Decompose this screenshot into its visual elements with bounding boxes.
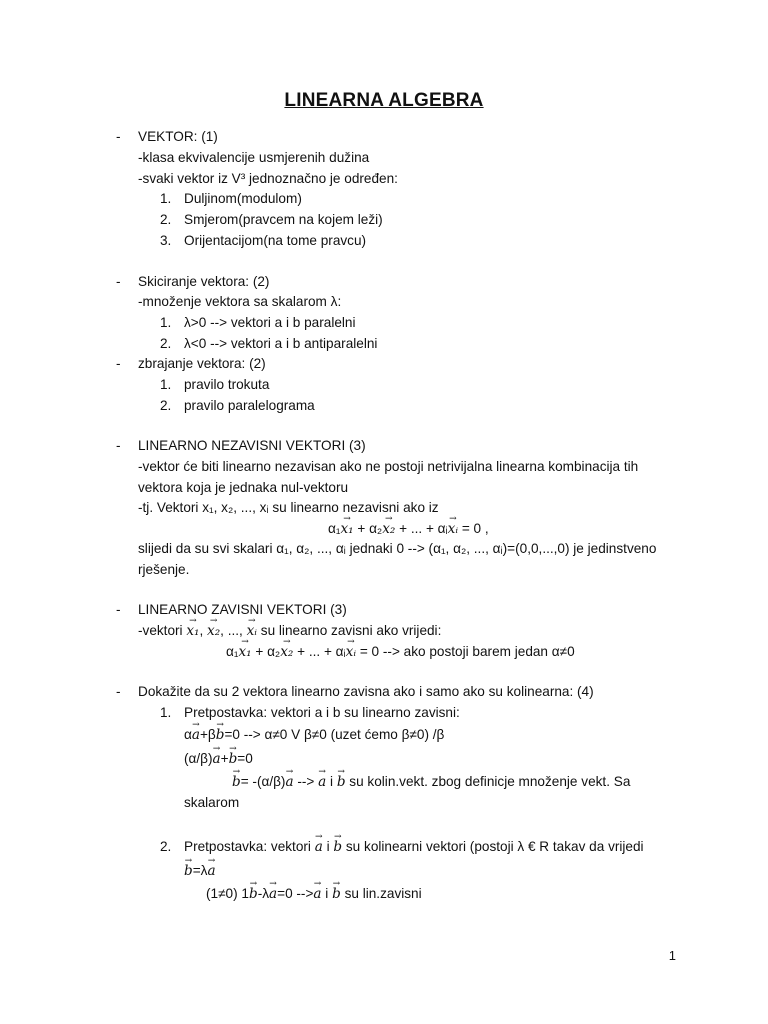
list-item: 3. Orijentacijom(na tome pravcu) [160,233,367,248]
list-item: 2. λ<0 --> vektori a i b antiparalelni [160,336,378,351]
section-heading-vektor: VEKTOR: (1) [138,129,218,144]
text-line: skalarom [184,795,240,810]
list-item: 2. Smjerom(pravcem na kojem leži) [160,212,383,227]
text-line: slijedi da su svi skalari α₁, α₂, ..., αᵢ jednaki 0 --> (α₁, α₂, ..., αᵢ)=(0,0,...,0) je jedinstveno [138,541,657,556]
vector-a: → a [285,773,293,791]
vector-a: → a [269,885,277,903]
page-title: LINEARNA ALGEBRA [284,90,484,111]
equation: α→ a+β→ b=0 --> α≠0 V β≠0 (uzet ćemo β≠0) /β [184,726,444,744]
vector-x1: → x₁ [186,622,199,640]
text-line: -množenje vektora sa skalarom λ: [138,294,342,309]
vector-a: → a [313,885,321,903]
vector-b: → b [229,750,238,768]
equation: (1≠0) 1→ b-λ→ a=0 -->→ a i → b su lin.zavisni [206,885,422,903]
vector-x2: → x₂ [382,520,395,538]
vector-x2: → x₂ [207,622,220,640]
vector-x2: → x₂ [280,643,293,661]
section-heading-dokaz: Dokažite da su 2 vektora linearno zavisna ako i samo ako su kolinearna: (4) [138,684,594,699]
vector-x1: → x₁ [238,643,251,661]
text-line: vektora koja je jednaka nul-vektoru [138,480,349,495]
vector-b: → b [184,862,193,880]
section-heading-zavisni: LINEARNO ZAVISNI VEKTORI (3) [138,602,347,617]
text-line: -vektor će biti linearno nezavisan ako ne postoji netrivijalna linearna kombinacija tih [138,459,639,474]
bullet-dash: - [116,356,121,371]
equation: α₁→ x₁ + α₂→ x₂ + ... + αᵢ→ xᵢ = 0 , [328,520,489,538]
list-item: 1. Duljinom(modulom) [160,191,302,206]
equation: → b=λ→ a [184,862,216,880]
vector-a: → a [318,773,326,791]
text-line: -klasa ekvivalencije usmjerenih dužina [138,150,370,165]
vector-xi: → xᵢ [448,520,458,538]
vector-b: → b [337,773,346,791]
section-heading-skiciranje: Skiciranje vektora: (2) [138,274,270,289]
text-line: -vektori → x₁, → x₂, ..., → xᵢ su linearno zavisni ako vrijedi: [138,622,441,640]
text-line: rješenje. [138,562,190,577]
text-line: -tj. Vektori x₁, x₂, ..., xᵢ su linearno nezavisni ako iz [138,500,439,515]
vector-a: → a [207,862,215,880]
equation: α₁→ x₁ + α₂→ x₂ + ... + αᵢ→ xᵢ = 0 --> ako postoji barem jedan α≠0 [226,643,575,661]
bullet-dash: - [116,129,121,144]
vector-x1: → x₁ [340,520,353,538]
vector-b: → b [216,726,225,744]
list-item: 2. pravilo paralelograma [160,398,315,413]
equation: (α/β)→ a+→ b=0 [184,750,253,768]
vector-xi: → xᵢ [346,643,356,661]
vector-b: → b [232,773,241,791]
section-heading-zbrajanje: zbrajanje vektora: (2) [138,356,266,371]
text-line: -svaki vektor iz V³ jednoznačno je određen: [138,171,398,186]
list-item: 1. Pretpostavka: vektori a i b su linearno zavisni: [160,705,460,720]
bullet-dash: - [116,438,121,453]
vector-a: → a [192,726,200,744]
bullet-dash: - [116,602,121,617]
bullet-dash: - [116,684,121,699]
section-heading-nezavisni: LINEARNO NEZAVISNI VEKTORI (3) [138,438,366,453]
vector-a: → a [213,750,221,768]
page-number: 1 [668,948,676,963]
vector-xi: → xᵢ [247,622,257,640]
list-item: 1. pravilo trokuta [160,377,270,392]
bullet-dash: - [116,274,121,289]
equation: → b= -(α/β)→ a --> → a i → b su kolin.vekt. zbog definicje množenje vekt. Sa [232,773,630,791]
vector-b: → b [332,885,341,903]
list-item: 2. Pretpostavka: vektori → a i → b su kolinearni vektori (postoji λ € R takav da vrijedi [160,838,644,856]
vector-b: → b [333,838,342,856]
vector-a: → a [315,838,323,856]
vector-b: → b [249,885,258,903]
list-item: 1. λ>0 --> vektori a i b paralelni [160,315,356,330]
